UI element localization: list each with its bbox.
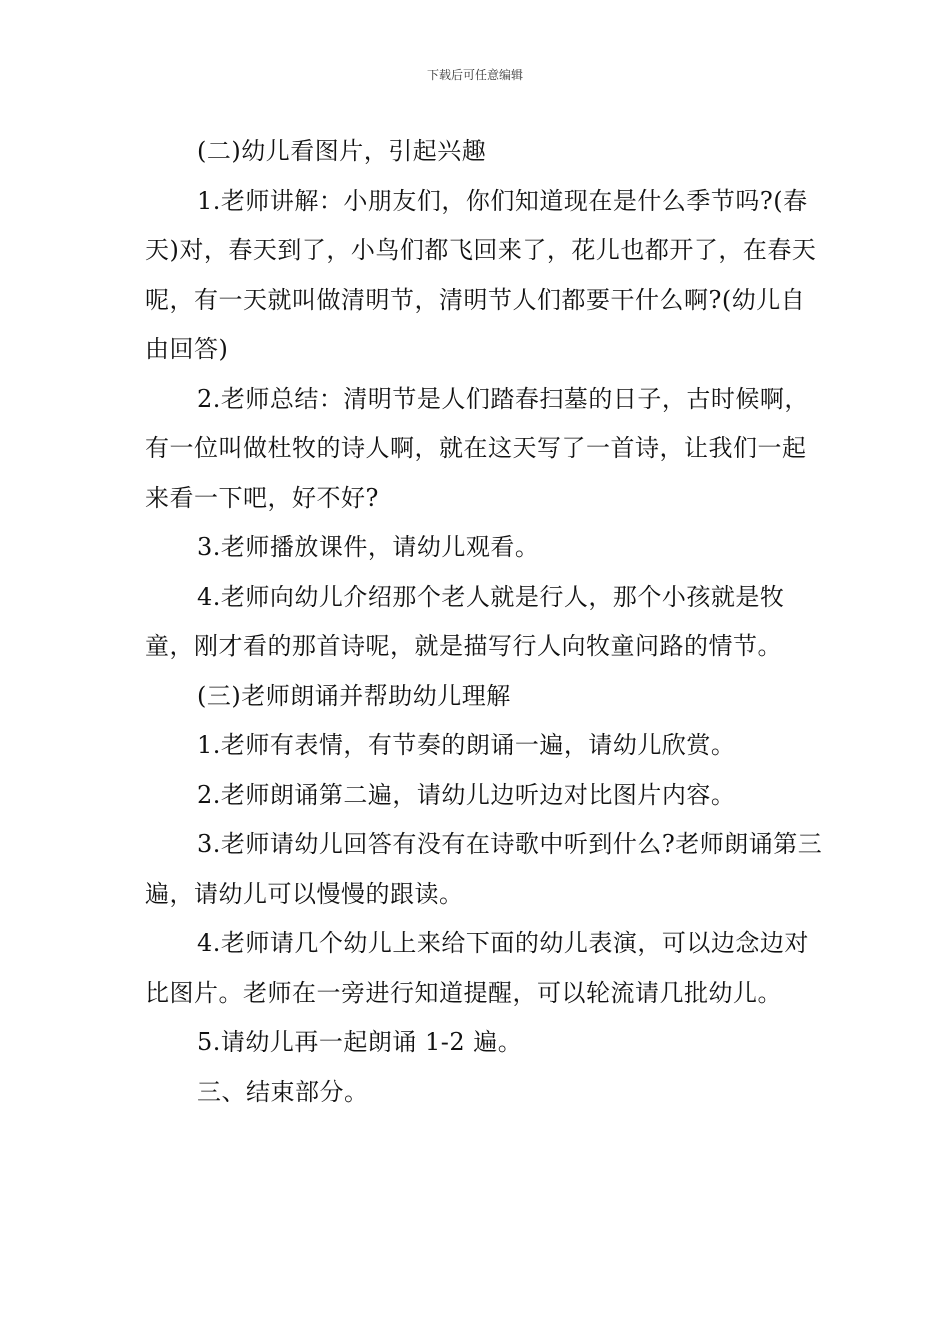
paragraph: 1.老师有表情，有节奏的朗诵一遍，请幼儿欣赏。 <box>197 731 736 759</box>
page-header: 下载后可任意编辑 <box>426 68 523 82</box>
paragraph: 4.老师向幼儿介绍那个老人就是行人，那个小孩就是牧童，刚才看的那首诗呢，就是描写行人向牧童问路的情节。 <box>145 582 785 660</box>
section-heading: (二)幼儿看图片，引起兴趣 <box>197 137 487 165</box>
section-heading: (三)老师朗诵并帮助幼儿理解 <box>197 681 511 710</box>
paragraph: 3.老师请幼儿回答有没有在诗歌中听到什么?老师朗诵第三遍，请幼儿可以慢慢的跟读。 <box>145 830 823 908</box>
paragraph: 5.请幼儿再一起朗诵 1-2 遍。 <box>197 1028 523 1056</box>
document-body <box>145 127 825 1117</box>
paragraph: 1.老师讲解：小朋友们，你们知道现在是什么季节吗?(春天)对，春天到了，小鸟们都飞回来了，花儿也都开了，在春天呢，有一天就叫做清明节，清明节人们都要干什么啊?(幼儿自由回答) <box>145 186 817 363</box>
paragraph: 4.老师请几个幼儿上来给下面的幼儿表演，可以边念边对比图片。老师在一旁进行知道提醒，可以轮流请几批幼儿。 <box>145 929 809 1007</box>
paragraph: 2.老师朗诵第二遍，请幼儿边听边对比图片内容。 <box>197 780 736 809</box>
paragraph: 3.老师播放课件，请幼儿观看。 <box>197 533 540 561</box>
paragraph: 2.老师总结：清明节是人们踏春扫墓的日子，古时候啊，有一位叫做杜牧的诗人啊，就在这天写了一首诗，让我们一起来看一下吧，好不好? <box>145 384 809 512</box>
section-heading: 三、结束部分。 <box>197 1077 369 1106</box>
